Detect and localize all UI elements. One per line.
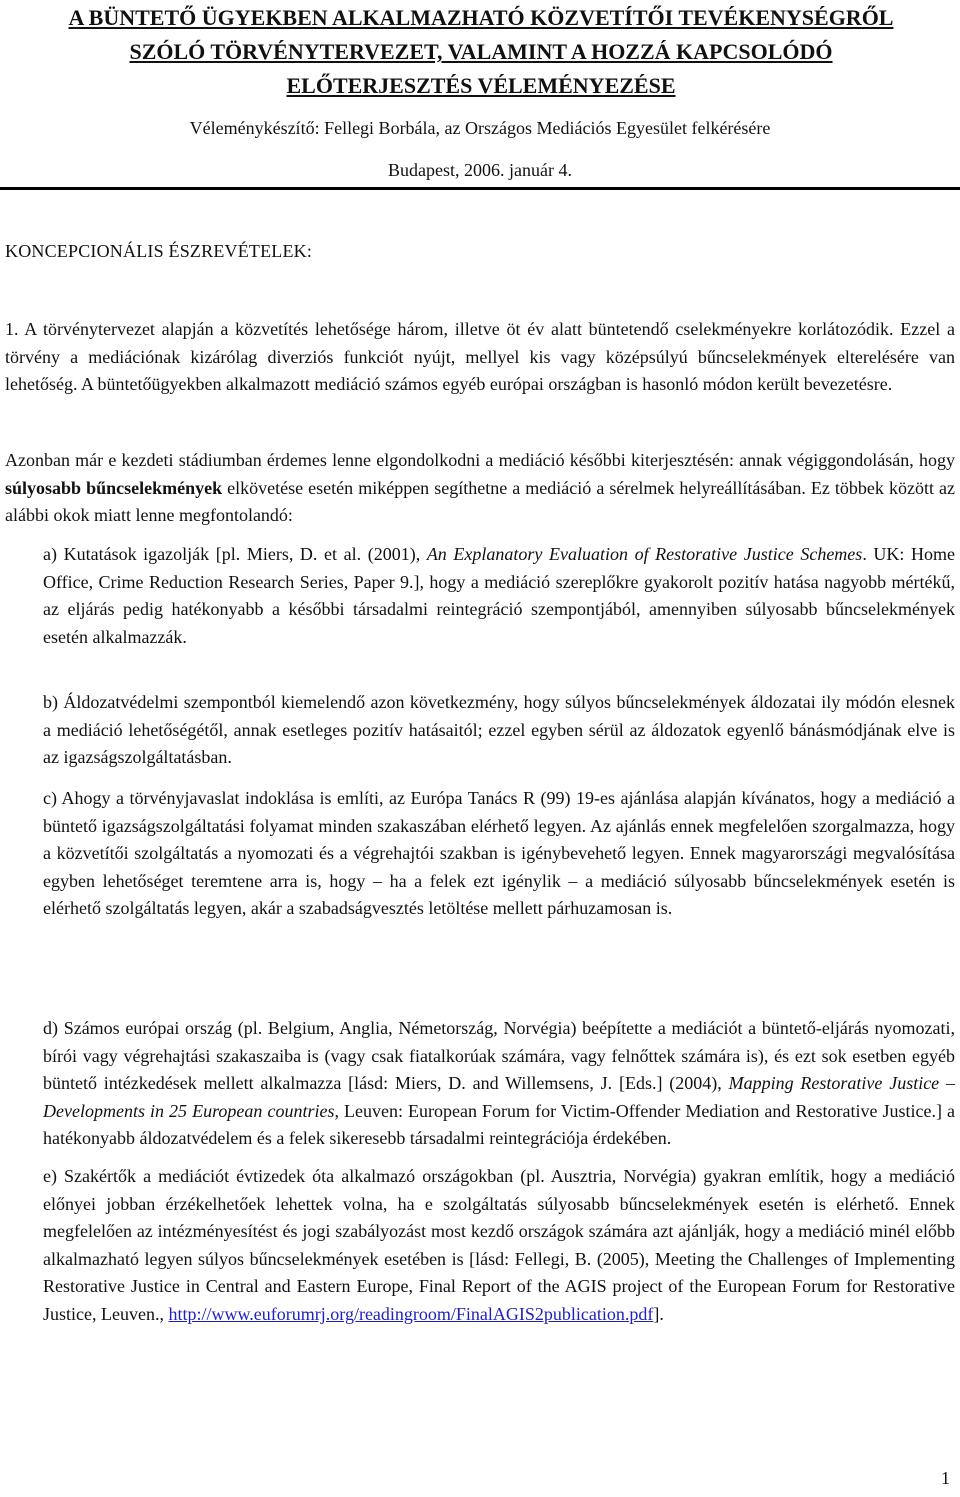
list-item-c: c) Ahogy a törvényjavaslat indoklása is említi, az Európa Tanács R (99) 19-es ajánlása alapján kívánatos, hogy a mediáció a büntető igazságszolgáltatási folyamat minden szakaszában elérhető legyen. Az ajánlás ennek megfelelően szorgalmazza, hogy a közvetítői szolgáltatás a nyomozati és a végrehajtói szakban is igénybevehető legyen. Ennek magyarországi megvalósítása egyben lehetőséget teremtene arra is, hogy – ha a felek ezt igénylik – a mediáció súlyosabb bűncselekmények esetén is elérhető szolgáltatás legyen, akár a szabadságvesztés letöltése mellett párhuzamosan is. [43,788,955,919]
item-d-text-start: d) Számos európai ország (pl. Belgium, Anglia, Németország, Norvégia) beépítette a mediációt a büntető-eljárás nyomozati, bírói vagy végrehajtási szakaszaiba is (vagy csak fiatalkorúak számára, vagy felnőttek számára is), és ezt sok esetben egyéb büntető intézkedések mellett alkalmazza [lásd: Miers, D. and Willemsens, J. [Eds.] (2004), [43,1018,955,1094]
paragraph-2 [5,447,955,530]
paragraph-1: 1. A törvénytervezet alapján a közvetítés lehetősége három, illetve öt év alatt büntetendő cselekményekre korlátozódik. Ezzel a törvény a mediációnak kizárólag diverziós funkciót nyújt, mellyel kis vagy középsúlyú bűncselekmények elterelésére van lehetőség. A büntetőügyekben alkalmazott mediáció számos egyéb európai országban is hasonló módon került bevezetésre. [5,319,955,395]
list-item-b: b) Áldozatvédelmi szempontból kiemelendő azon következmény, hogy súlyos bűncselekmények áldozatai ily módón elesnek a mediáció lehetőségétől, annak esetleges pozitív hatásaitól; ezzel egyben sérül az áldozatok egyenlő bánásmódjának elve is az igazságszolgáltatásban. [43,692,955,768]
horizontal-rule [0,187,960,190]
section-heading: KONCEPCIONÁLIS ÉSZREVÉTELEK: [5,241,313,261]
publication-link[interactable]: http://www.euforumrj.org/readingroom/FinalAGIS2publication.pdf [168,1303,654,1324]
document-title [0,1,960,103]
author-line: Véleménykészítő: Fellegi Borbála, az Országos Mediációs Egyesület felkérésére [189,118,771,138]
date-line: Budapest, 2006. január 4. [388,160,572,180]
item-d-text-end: , Leuven: European Forum for Victim-Offender Mediation and Restorative Justice.] a hatékonyabb áldozatvédelem és a felek sikeresebb társadalmi reintegrációja érdekében. [43,1100,956,1149]
item-a-citation-title: An Explanatory Evaluation of Restorative Justice Schemes [426,544,863,564]
title-line-1: A BÜNTETŐ ÜGYEKBEN ALKALMAZHATÓ KÖZVETÍTŐI TEVÉKENYSÉGRŐL [68,5,894,30]
paragraph-2-bold-phrase: súlyosabb bűncselekmények [5,477,223,498]
list-item-e [43,1163,955,1329]
list-item-a [43,541,955,651]
paragraph-2-text-end: elkövetése esetén miképpen segíthetne a mediáció a sérelmek helyreállításában. Ez többek között az alábbi okok miatt lenne megfontolandó: [5,477,955,526]
item-a-text-start: a) Kutatások igazolják [pl. Miers, D. et al. (2001), [43,544,427,564]
title-line-2: SZÓLÓ TÖRVÉNYTERVEZET, VALAMINT A HOZZÁ KAPCSOLÓDÓ [129,39,833,64]
item-e-text-start: e) Szakértők a mediációt évtizedek óta alkalmazó országokban (pl. Ausztria, Norvégia) gyakran említik, hogy a mediáció előnyei jobban érzékelhetőek lehettek volna, ha e szolgáltatás súlyosabb bűncselekmények esetén is elérhető. Ennek megfelelően az intézményesítést és jogi szabályozást most kezdő országok számára azt ajánlják, hogy a mediáció minél előbb alkalmazható legyen súlyos bűncselekmények esetében is [lásd: Fellegi, B. (2005), Meeting the Challenges of Implementing Restorative Justice in Central and Eastern Europe, Final Report of the AGIS project of the European Forum for Restorative Justice, Leuven., [43,1166,955,1324]
list-item-d [43,1015,955,1153]
title-line-3: ELŐTERJESZTÉS VÉLEMÉNYEZÉSE [286,73,676,98]
item-a-text-end: . UK: Home Office, Crime Reduction Research Series, Paper 9.], hogy a mediáció szereplőkre gyakorolt pozitív hatása nagyobb mértékű, az eljárás pedig hatékonyabb a későbbi társadalmi reintegráció szempontjából, amennyiben súlyosabb bűncselekmények esetén alkalmazzák. [43,544,956,647]
item-e-text-end: ]. [653,1303,664,1324]
item-d-citation-title: Mapping Restorative Justice – Developments in 25 European countries [43,1073,955,1121]
page-number: 1 [941,1468,950,1488]
paragraph-2-text-start: Azonban már e kezdeti stádiumban érdemes lenne elgondolkodni a mediáció későbbi kiterjesztésén: annak végiggondolásán, hogy [5,450,955,470]
